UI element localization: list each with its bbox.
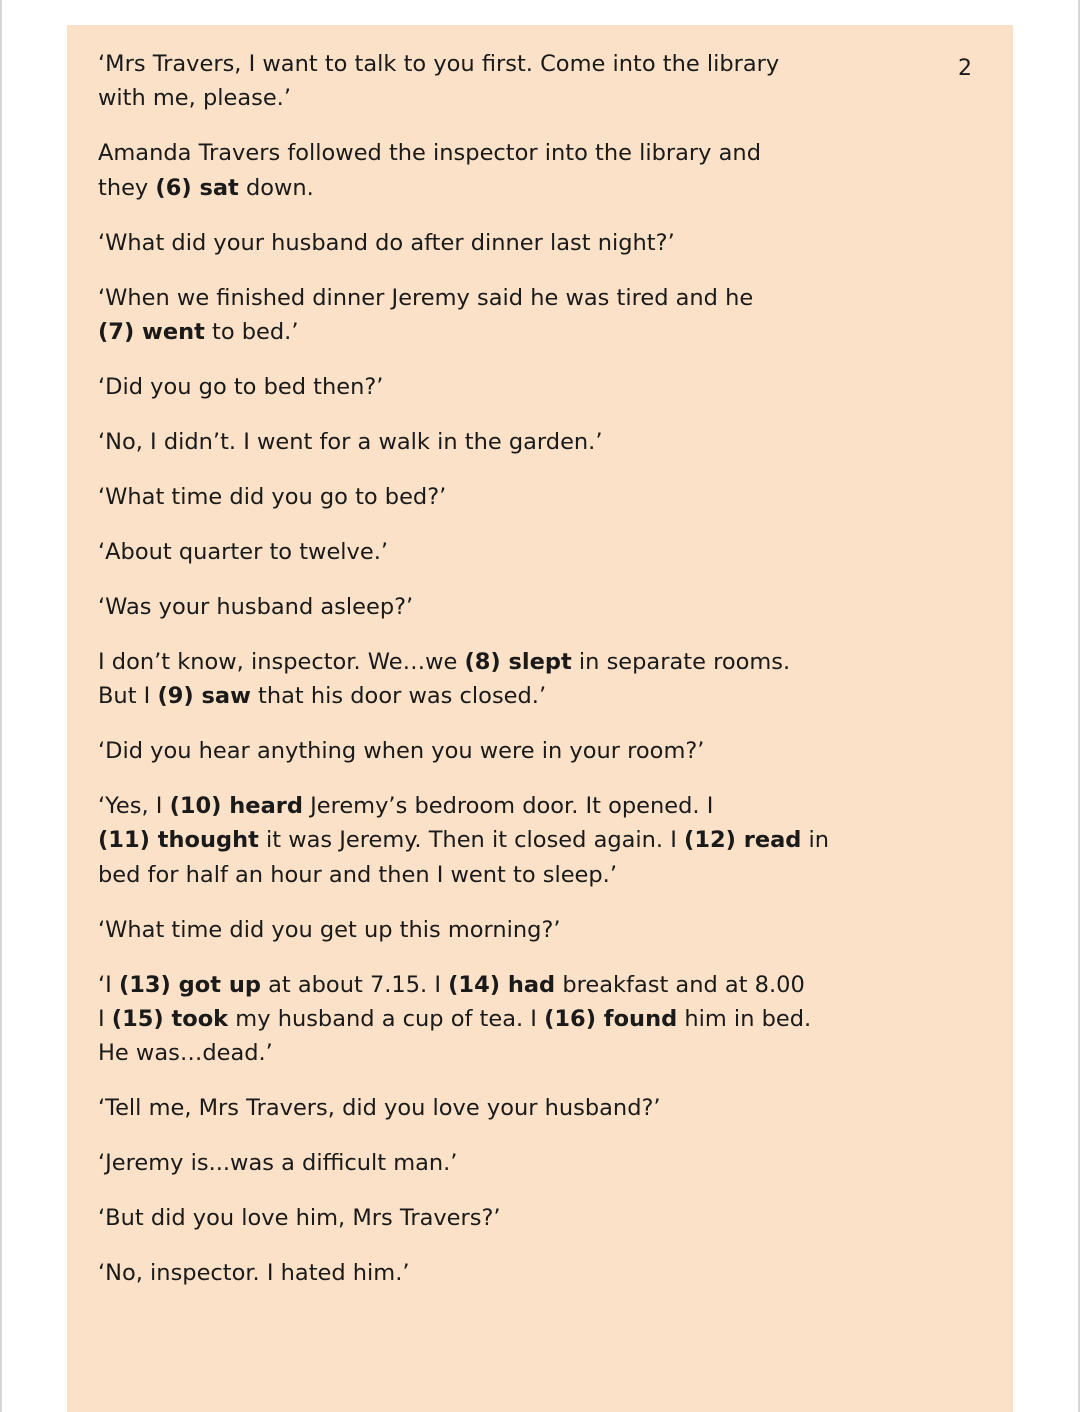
text-run: ‘What time did you get up this morning?’	[98, 916, 561, 943]
paragraph-line	[98, 862, 617, 888]
paragraph-line	[98, 683, 546, 709]
exercise-answer: (14) had	[448, 971, 556, 998]
story-paragraph	[98, 913, 838, 947]
paragraph-line	[98, 972, 805, 998]
text-run: bed for half an hour and then I went to sleep.’	[98, 861, 617, 888]
story-paragraph	[98, 968, 838, 1071]
text-run: ‘When we finished dinner Jeremy said he was tired and he	[98, 284, 754, 311]
text-run: ‘No, inspector. I hated him.’	[98, 1260, 410, 1287]
paragraph-line	[98, 1150, 457, 1176]
paragraph-line	[98, 827, 829, 853]
text-run: ‘What time did you go to bed?’	[98, 483, 447, 510]
story-paragraph	[98, 480, 838, 514]
left-page-edge	[0, 0, 2, 1412]
story-paragraph	[98, 1256, 838, 1290]
paragraph-line	[98, 175, 314, 201]
story-paragraph	[98, 590, 838, 624]
story-paragraph	[98, 1091, 838, 1125]
text-run: him in bed.	[677, 1005, 812, 1032]
exercise-answer: (11) thought	[98, 827, 259, 854]
paragraph-line	[98, 285, 753, 311]
story-paragraph	[98, 645, 838, 714]
text-run: with me, please.’	[98, 85, 291, 112]
paragraph-line	[98, 917, 561, 943]
text-run: my husband a cup of tea. I	[228, 1005, 545, 1032]
paragraph-line	[98, 594, 413, 620]
page-number: 2	[958, 56, 972, 81]
story-paragraph	[98, 226, 838, 260]
story-paragraph	[98, 1146, 838, 1180]
text-run: they	[98, 174, 156, 201]
exercise-answer: (6) sat	[155, 174, 239, 201]
paragraph-line	[98, 1006, 811, 1032]
story-paragraph	[98, 136, 838, 205]
text-run: ‘Was your husband asleep?’	[98, 593, 414, 620]
text-run: ‘I	[98, 971, 119, 998]
text-run: it was Jeremy. Then it closed again. I	[258, 827, 685, 854]
story-text	[98, 47, 838, 1290]
paragraph-line	[98, 319, 298, 345]
paragraph-line	[98, 140, 761, 166]
text-run: But I	[98, 683, 158, 710]
text-run: down.	[238, 174, 314, 201]
text-run: ‘Yes, I	[98, 793, 170, 820]
paragraph-line	[98, 374, 383, 400]
story-paragraph	[98, 47, 838, 116]
story-paragraph	[98, 425, 838, 459]
paragraph-line	[98, 1205, 501, 1231]
paragraph-line	[98, 484, 446, 510]
story-paragraph	[98, 370, 838, 404]
paragraph-line	[98, 429, 602, 455]
exercise-answer: (9) saw	[157, 683, 251, 710]
paragraph-line	[98, 649, 790, 675]
paragraph-line	[98, 1040, 273, 1066]
text-run: ‘Did you hear anything when you were in your room?’	[98, 738, 705, 765]
story-page	[67, 25, 1013, 1412]
exercise-answer: (13) got up	[118, 971, 261, 998]
text-run: in separate rooms.	[571, 648, 791, 675]
paragraph-line	[98, 738, 704, 764]
story-paragraph	[98, 734, 838, 768]
text-run: ‘Did you go to bed then?’	[98, 373, 384, 400]
story-paragraph	[98, 535, 838, 569]
text-run: ‘Tell me, Mrs Travers, did you love your husband?’	[98, 1095, 661, 1122]
text-run: to bed.’	[204, 318, 299, 345]
text-run: I don’t know, inspector. We…we	[98, 648, 465, 675]
text-run: ‘But did you love him, Mrs Travers?’	[98, 1205, 501, 1232]
exercise-answer: (10) heard	[169, 793, 303, 820]
text-run: Amanda Travers followed the inspector into the library and	[98, 140, 761, 167]
paragraph-line	[98, 1095, 661, 1121]
text-run: in	[801, 827, 830, 854]
text-run: that his door was closed.’	[250, 683, 547, 710]
paragraph-line	[98, 539, 388, 565]
paragraph-line	[98, 85, 291, 111]
paragraph-line	[98, 230, 675, 256]
story-paragraph	[98, 1201, 838, 1235]
exercise-answer: (12) read	[684, 827, 802, 854]
text-run: He was…dead.’	[98, 1040, 273, 1067]
text-run: I	[98, 1005, 112, 1032]
paragraph-line	[98, 793, 713, 819]
text-run: breakfast and at 8.00	[555, 971, 805, 998]
paragraph-line	[98, 51, 779, 77]
text-run: ‘What did your husband do after dinner last night?’	[98, 229, 675, 256]
exercise-answer: (16) found	[544, 1005, 678, 1032]
text-run: ‘About quarter to twelve.’	[98, 538, 388, 565]
story-paragraph	[98, 789, 838, 892]
text-run: Jeremy’s bedroom door. It opened. I	[302, 793, 714, 820]
exercise-answer: (8) slept	[464, 648, 572, 675]
text-run: at about 7.15. I	[260, 971, 449, 998]
text-run: ‘Mrs Travers, I want to talk to you first. Come into the library	[98, 51, 780, 77]
exercise-answer: (15) took	[111, 1005, 229, 1032]
text-run: ‘No, I didn’t. I went for a walk in the garden.’	[98, 428, 603, 455]
exercise-answer: (7) went	[98, 318, 205, 345]
paragraph-line	[98, 1260, 410, 1286]
text-run: ‘Jeremy is...was a difficult man.’	[98, 1150, 458, 1177]
story-paragraph	[98, 281, 838, 350]
